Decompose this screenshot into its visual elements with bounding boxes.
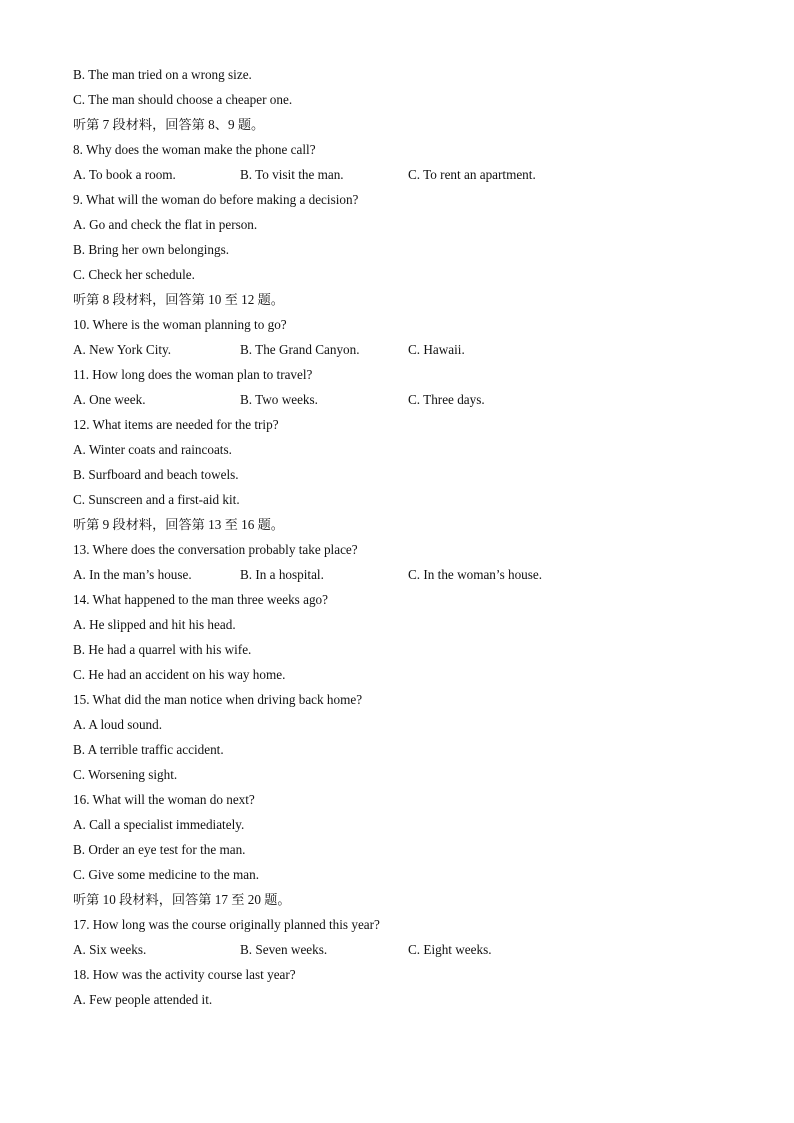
- text-line: A. Call a specialist immediately.: [73, 817, 245, 832]
- document-page: [73, 62, 753, 1012]
- text-line: B. Order an eye test for the man.: [73, 842, 246, 857]
- text-line: A. Go and check the flat in person.: [73, 217, 258, 232]
- text-line: 16. What will the woman do next?: [73, 792, 255, 807]
- text-line: B. Bring her own belongings.: [73, 242, 230, 257]
- option-c: C. In the woman’s house.: [408, 567, 543, 582]
- text-line: C. Give some medicine to the man.: [73, 867, 260, 882]
- text-line: 10. Where is the woman planning to go?: [73, 317, 287, 332]
- option-b: B. Seven weeks.: [240, 942, 328, 957]
- option-b: B. The Grand Canyon.: [240, 342, 360, 357]
- text-line: A. He slipped and hit his head.: [73, 617, 236, 632]
- text-line: 14. What happened to the man three weeks ago?: [73, 592, 328, 607]
- text-line: 听第 9 段材料，回答第 13 至 16 题。: [73, 517, 284, 532]
- option-c: C. Three days.: [408, 392, 485, 407]
- text-line: 11. How long does the woman plan to travel?: [73, 367, 313, 382]
- text-line: 听第 10 段材料，回答第 17 至 20 题。: [73, 892, 291, 907]
- option-b: B. Two weeks.: [240, 392, 318, 407]
- text-line: B. A terrible traffic accident.: [73, 742, 224, 757]
- option-c: C. To rent an apartment.: [408, 167, 536, 182]
- text-line: C. Check her schedule.: [73, 267, 195, 282]
- option-c: C. Eight weeks.: [408, 942, 492, 957]
- text-line: A. A loud sound.: [73, 717, 163, 732]
- text-line: C. Sunscreen and a first-aid kit.: [73, 492, 240, 507]
- option-b: B. In a hospital.: [240, 567, 324, 582]
- option-c: C. Hawaii.: [408, 342, 465, 357]
- option-a: A. In the man’s house.: [73, 567, 192, 582]
- text-line: 听第 7 段材料，回答第 8、9 题。: [73, 117, 265, 132]
- text-line: C. He had an accident on his way home.: [73, 667, 286, 682]
- text-line: 8. Why does the woman make the phone call?: [73, 142, 316, 157]
- option-row: [73, 162, 753, 187]
- text-line: 18. How was the activity course last year?: [73, 967, 296, 982]
- option-row: [73, 387, 753, 412]
- text-line: A. Few people attended it.: [73, 992, 213, 1007]
- option-row: [73, 337, 753, 362]
- option-a: A. One week.: [73, 392, 146, 407]
- text-line: 17. How long was the course originally planned this year?: [73, 917, 380, 932]
- option-row: [73, 562, 753, 587]
- text-line: 15. What did the man notice when driving back home?: [73, 692, 363, 707]
- text-line: B. Surfboard and beach towels.: [73, 467, 239, 482]
- option-row: [73, 937, 753, 962]
- option-a: A. Six weeks.: [73, 942, 147, 957]
- option-b: B. To visit the man.: [240, 167, 344, 182]
- text-line: A. Winter coats and raincoats.: [73, 442, 232, 457]
- text-line: 听第 8 段材料，回答第 10 至 12 题。: [73, 292, 284, 307]
- option-a: A. To book a room.: [73, 167, 176, 182]
- text-line: 9. What will the woman do before making a decision?: [73, 192, 359, 207]
- option-a: A. New York City.: [73, 342, 172, 357]
- text-line: B. The man tried on a wrong size.: [73, 67, 252, 82]
- text-line: 12. What items are needed for the trip?: [73, 417, 279, 432]
- text-line: B. He had a quarrel with his wife.: [73, 642, 252, 657]
- text-line: 13. Where does the conversation probably take place?: [73, 542, 358, 557]
- text-line: C. Worsening sight.: [73, 767, 178, 782]
- text-line: C. The man should choose a cheaper one.: [73, 92, 293, 107]
